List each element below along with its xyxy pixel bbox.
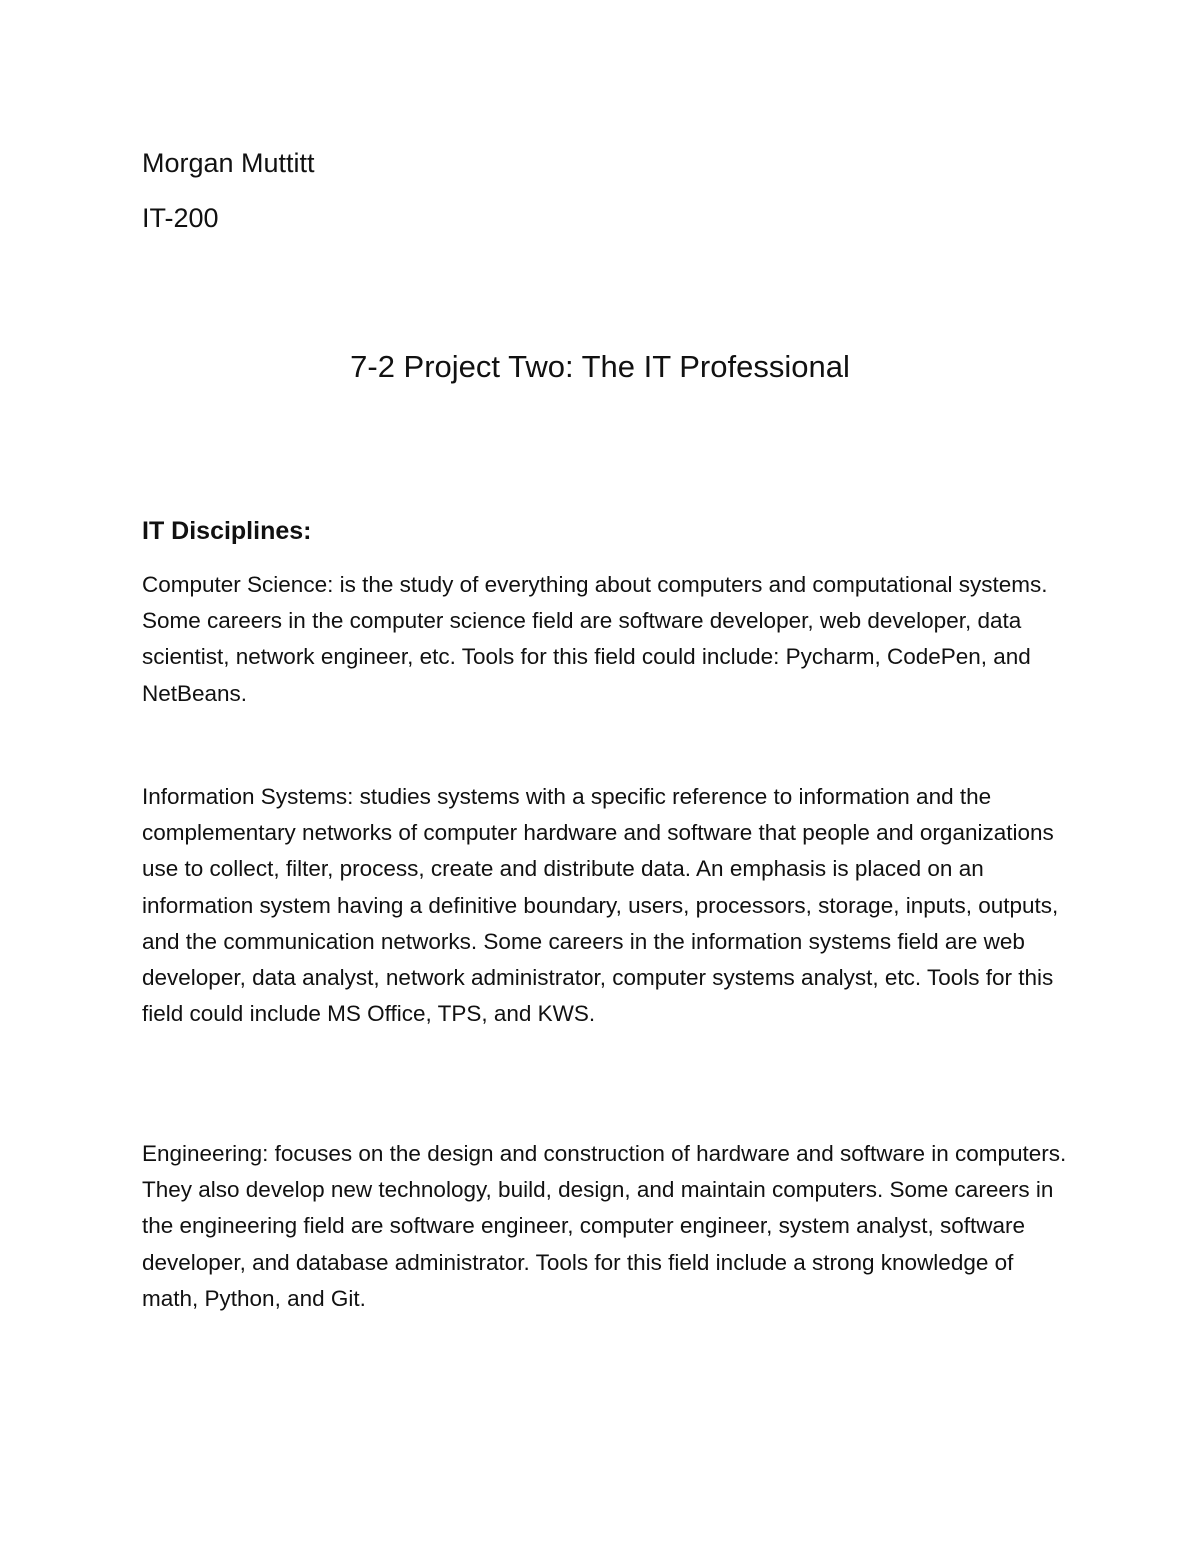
paragraph-engineering: Engineering: focuses on the design and construction of hardware and software in computers. They also develop new technology, build, design, and maintain computers. Some careers in the engineering field are software engineer, computer engineer, system analyst, software developer, and database administrator. Tools for this field include a strong knowledge of math, Python, and Git. — [142, 1141, 1067, 1311]
document-title: 7-2 Project Two: The IT Professional — [350, 349, 850, 384]
author-name: Morgan Muttitt — [142, 148, 315, 178]
paragraph-information-systems: Information Systems: studies systems with a specific reference to information and the complementary networks of computer hardware and software that people and organizations use to collect, filter, process, create and distribute data. An emphasis is placed on an information system having a definitive boundary, users, processors, storage, inputs, outputs, and the communication networks. Some careers in the information systems field are web developer, data analyst, network administrator, computer systems analyst, etc. Tools for this field could include MS Office, TPS, and KWS. — [142, 784, 1059, 1027]
course-code: IT-200 — [142, 203, 219, 233]
paragraph-computer-science: Computer Science: is the study of everything about computers and computational systems. Some careers in the computer science field are software developer, web developer, data scientist, network engineer, etc. Tools for this field could include: Pycharm, CodePen, and NetBeans. — [142, 572, 1048, 706]
section-heading: IT Disciplines: — [142, 517, 312, 545]
